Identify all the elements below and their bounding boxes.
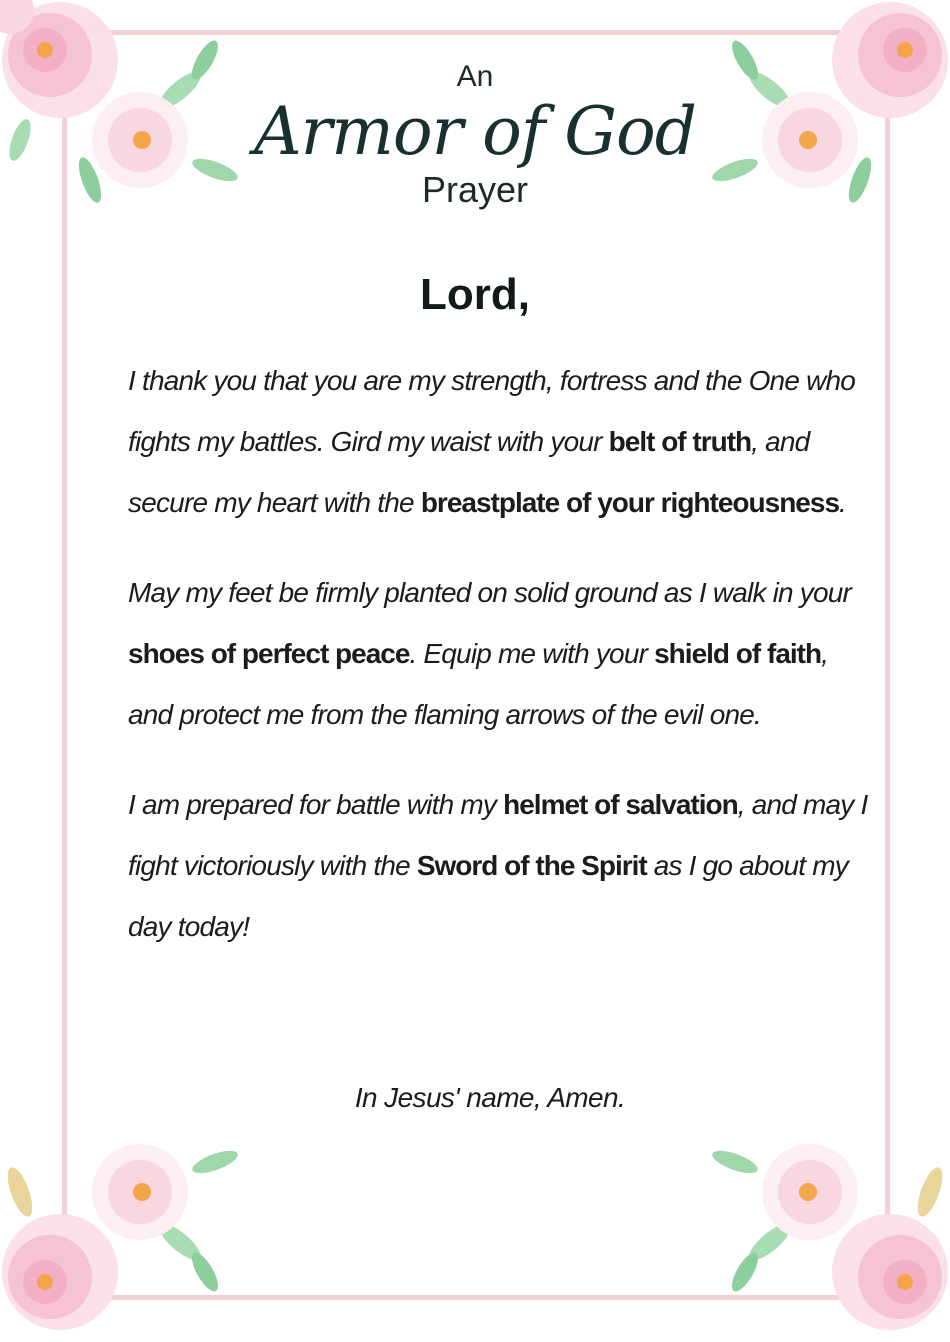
floral-corner-bottom-left (0, 1082, 290, 1342)
paragraph-text: . Equip me with your (409, 638, 655, 669)
greeting-heading: Lord, (420, 270, 530, 319)
paragraph-text: , and may I fight victoriously with the (128, 789, 868, 881)
emphasis-shoes-of-peace: shoes of perfect peace (128, 638, 410, 669)
paragraph-text: as I go about my day today! (128, 850, 848, 942)
title-block (0, 60, 950, 210)
prayer-paragraph-1 (128, 350, 868, 533)
closing-line: In Jesus' name, Amen. (354, 1082, 626, 1113)
floral-corner-bottom-right (660, 1082, 950, 1342)
paragraph-text: May my feet be firmly planted on solid ground as I walk in your (128, 577, 852, 608)
emphasis-sword-of-the-spirit: Sword of the Spirit (416, 850, 647, 881)
prayer-paragraph-2 (128, 562, 868, 745)
emphasis-helmet-of-salvation: helmet of salvation (503, 789, 738, 820)
emphasis-shield-of-faith: shield of faith (654, 638, 822, 669)
paragraph-text: , and secure my heart with the (128, 426, 810, 518)
paragraph-text: I am prepared for battle with my (128, 789, 504, 820)
title-line-an: An (456, 60, 494, 93)
emphasis-belt-of-truth: belt of truth (608, 426, 752, 457)
prayer-body (128, 350, 868, 986)
emphasis-breastplate: breastplate of your righteousness (420, 487, 840, 518)
title-armor-of-god: Armor of God (254, 93, 696, 170)
paragraph-text: . (839, 487, 847, 518)
paragraph-text: , and protect me from the flaming arrows of the evil one. (128, 638, 829, 730)
paragraph-text: I thank you that you are my strength, fortress and the One who fights my battles. Gird my waist with your (128, 365, 856, 457)
prayer-paragraph-3 (128, 774, 868, 957)
title-line-prayer: Prayer (421, 169, 529, 210)
